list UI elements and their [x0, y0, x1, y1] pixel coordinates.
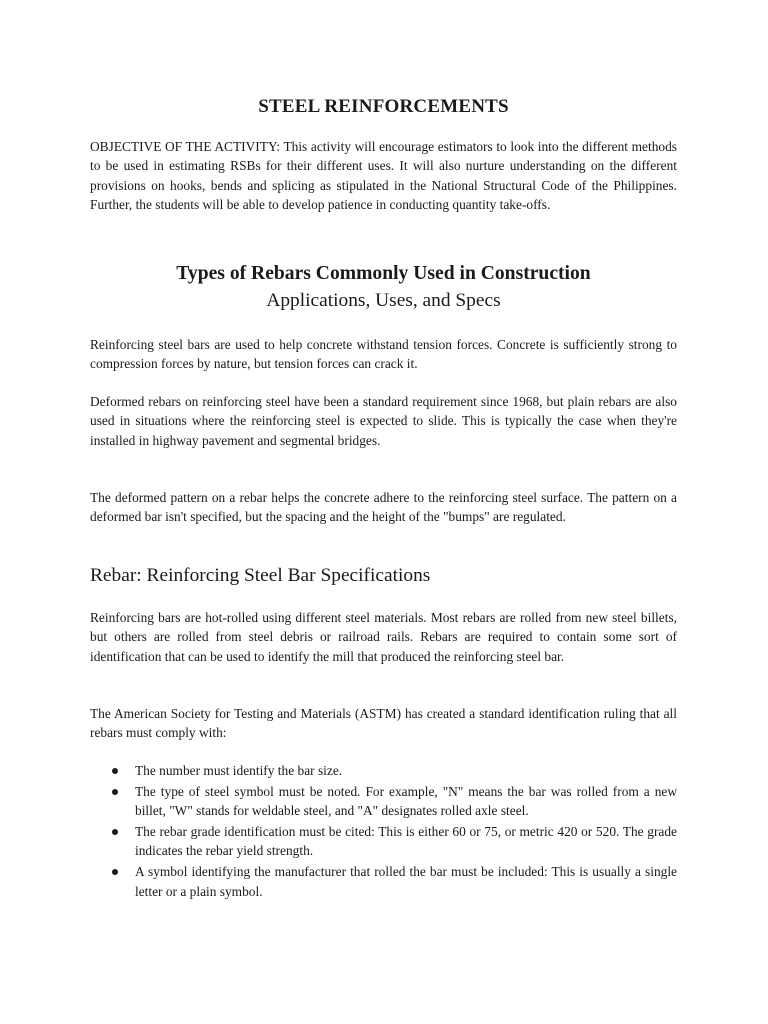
- list-item-text: A symbol identifying the manufacturer that rolled the bar must be included: This is usually a single letter or a plain symbol.: [135, 863, 677, 899]
- bullet-icon: [112, 789, 118, 795]
- list-item: [90, 822, 677, 861]
- paragraph-deformed-rebars: Deformed rebars on reinforcing steel have been a standard requirement since 1968, but plain rebars are also used in situations where the reinforcing steel is expected to slide. This is typically the case when they're installed in highway pavement and segmental bridges.: [90, 394, 677, 448]
- paragraph-hot-rolled: Reinforcing bars are hot-rolled using different steel materials. Most rebars are rolled from new steel billets, but others are rolled from steel debris or railroad rails. Rebars are required to contain some sort of identification that can be used to identify the mill that produced the reinforcing steel bar.: [90, 610, 677, 664]
- section-subheading-applications: Applications, Uses, and Specs: [266, 290, 501, 311]
- list-item-text: The number must identify the bar size.: [135, 763, 343, 778]
- bullet-icon: [112, 869, 118, 875]
- paragraph-astm: The American Society for Testing and Materials (ASTM) has created a standard identification ruling that all rebars must comply with:: [90, 706, 677, 741]
- list-item: [90, 862, 677, 901]
- bullet-icon: [112, 829, 118, 835]
- list-item: [90, 761, 677, 781]
- identification-bullet-list: [90, 761, 677, 902]
- paragraph-deformed-pattern: The deformed pattern on a rebar helps the concrete adhere to the reinforcing steel surface. The pattern on a deformed bar isn't specified, but the spacing and the height of the "bumps" are regulated.: [90, 490, 677, 525]
- list-item-text: The rebar grade identification must be cited: This is either 60 or 75, or metric 420 or 520. The grade indicates the rebar yield strength.: [135, 823, 677, 859]
- document-title: STEEL REINFORCEMENTS: [258, 96, 509, 117]
- list-item: [90, 782, 677, 821]
- list-item-text: The type of steel symbol must be noted. For example, "N" means the bar was rolled from a new billet, "W" stands for weldable steel, and "A" designates rolled axle steel.: [135, 783, 677, 819]
- paragraph-tension-forces: Reinforcing steel bars are used to help concrete withstand tension forces. Concrete is sufficiently strong to compression forces by nature, but tension forces can crack it.: [90, 337, 677, 372]
- bullet-icon: [112, 768, 118, 774]
- section-heading-rebar-specifications: Rebar: Reinforcing Steel Bar Specifications: [90, 565, 431, 586]
- section-heading-types-of-rebars: Types of Rebars Commonly Used in Construction: [176, 263, 591, 284]
- objective-paragraph: OBJECTIVE OF THE ACTIVITY: This activity will encourage estimators to look into the different methods to be used in estimating RSBs for their different uses. It will also nurture understanding on the different provisions on hooks, bends and splicing as stipulated in the National Structural Code of the Philippines. Further, the students will be able to develop patience in conducting quantity take-offs.: [90, 139, 677, 212]
